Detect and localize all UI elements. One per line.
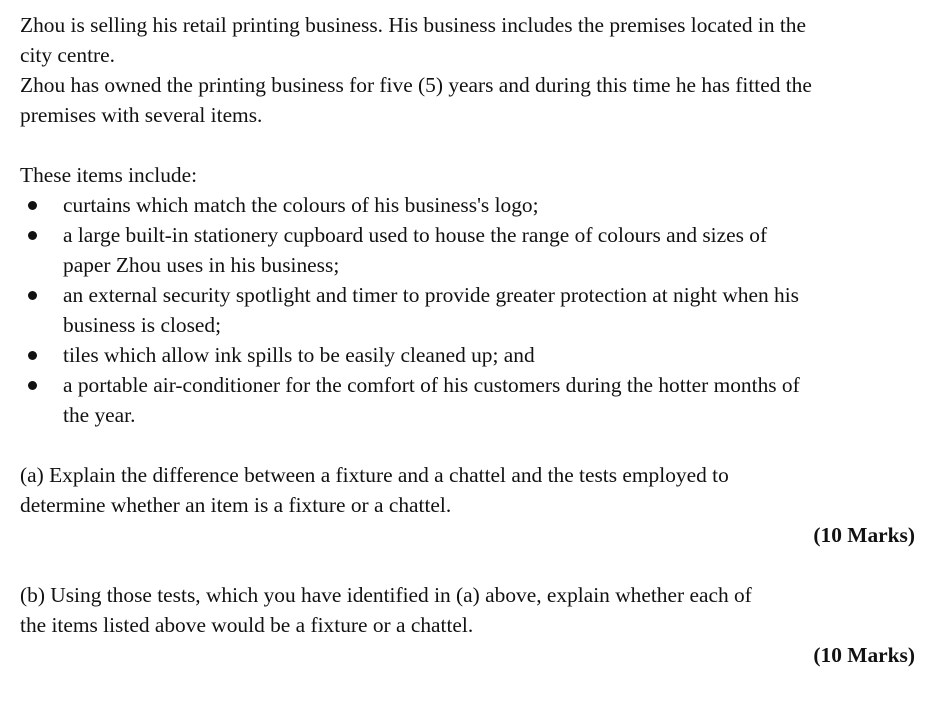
- intro-line-3: Zhou has owned the printing business for five (5) years and during this time he has fitted the: [20, 73, 812, 97]
- list-item: [20, 280, 920, 340]
- intro-line-1: Zhou is selling his retail printing business. His business includes the premises located in the: [20, 13, 807, 37]
- list-item-text: paper Zhou uses in his business;: [63, 253, 340, 277]
- paragraph-spacer: [20, 130, 920, 160]
- document-body: [20, 10, 920, 670]
- question-a-marks: (10 Marks): [813, 523, 915, 547]
- items-list: [20, 190, 920, 430]
- paragraph-spacer: [20, 550, 920, 580]
- list-item: [20, 190, 920, 220]
- bullet-icon: [28, 201, 37, 210]
- bullet-icon: [28, 351, 37, 360]
- bullet-icon: [28, 291, 37, 300]
- question-b-line-1: (b) Using those tests, which you have identified in (a) above, explain whether each of: [20, 583, 752, 607]
- question-a-line-2: determine whether an item is a fixture or a chattel.: [20, 493, 452, 517]
- list-item-text: the year.: [63, 403, 136, 427]
- question-b-marks: (10 Marks): [813, 643, 915, 667]
- list-item-text: a portable air-conditioner for the comfort of his customers during the hotter months of: [63, 373, 800, 397]
- bullet-icon: [28, 381, 37, 390]
- paragraph-spacer: [20, 430, 920, 460]
- intro-line-2: city centre.: [20, 43, 116, 67]
- list-item-text: an external security spotlight and timer to provide greater protection at night when his: [63, 283, 799, 307]
- question-b-line-2: the items listed above would be a fixture or a chattel.: [20, 613, 474, 637]
- list-item-text: curtains which match the colours of his business's logo;: [63, 193, 539, 217]
- items-heading: These items include:: [20, 163, 198, 187]
- list-item: [20, 220, 920, 280]
- question-a-line-1: (a) Explain the difference between a fixture and a chattel and the tests employed to: [20, 463, 729, 487]
- list-item-text: business is closed;: [63, 313, 222, 337]
- list-item: [20, 370, 920, 430]
- list-item-text: a large built-in stationery cupboard used to house the range of colours and sizes of: [63, 223, 768, 247]
- list-item-text: tiles which allow ink spills to be easily cleaned up; and: [63, 343, 535, 367]
- bullet-icon: [28, 231, 37, 240]
- intro-line-4: premises with several items.: [20, 103, 263, 127]
- list-item: [20, 340, 920, 370]
